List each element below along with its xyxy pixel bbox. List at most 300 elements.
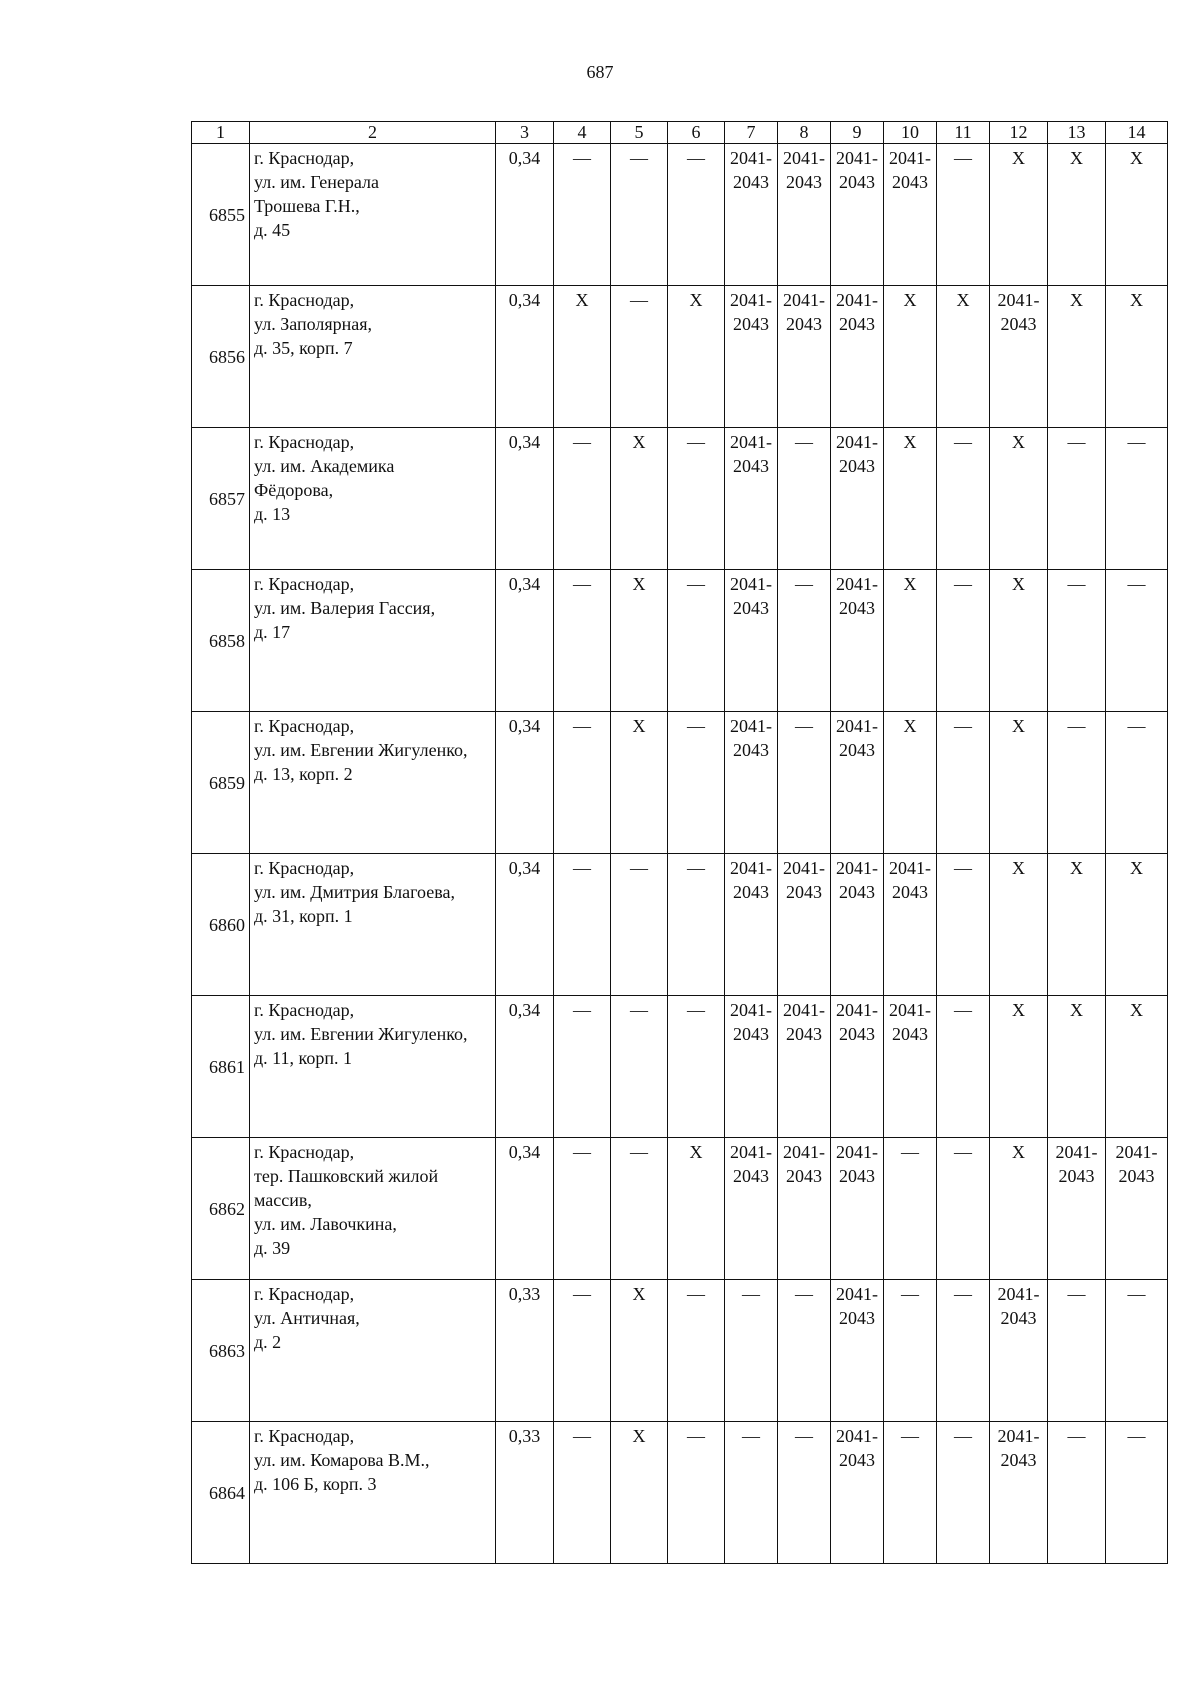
value-cell: [1106, 996, 1168, 1138]
value-cell: [831, 1138, 884, 1280]
value-cell-text: —: [901, 1284, 919, 1304]
value-cell: [990, 1280, 1048, 1422]
value-cell-text: 2041- 2043: [783, 290, 825, 334]
area-cell-text: 0,33: [508, 1284, 541, 1304]
value-cell: [937, 144, 990, 286]
value-cell: [611, 428, 668, 570]
value-cell-text: Х: [689, 290, 703, 310]
row-number: [192, 854, 250, 996]
row-number-text: 6858: [209, 630, 245, 651]
area-cell-text: 0,34: [508, 290, 541, 310]
column-header: 8: [778, 122, 831, 144]
value-cell: [990, 996, 1048, 1138]
value-cell: [725, 854, 778, 996]
value-cell-text: Х: [1012, 716, 1025, 736]
area-cell-text: 0,34: [508, 858, 541, 878]
value-cell-text: 2041- 2043: [836, 290, 878, 334]
value-cell: [1106, 1422, 1168, 1564]
value-cell: [725, 996, 778, 1138]
value-cell: [831, 854, 884, 996]
value-cell-text: —: [687, 1426, 705, 1446]
value-cell: [611, 1138, 668, 1280]
value-cell: [1048, 1422, 1106, 1564]
value-cell: [884, 428, 937, 570]
value-cell-text: 2041- 2043: [730, 290, 772, 334]
value-cell: [611, 996, 668, 1138]
value-cell: [778, 1422, 831, 1564]
value-cell-text: —: [573, 1426, 591, 1446]
area-cell-text: 0,34: [508, 574, 541, 594]
value-cell-text: —: [954, 148, 972, 168]
area-cell-text: 0,34: [508, 1000, 541, 1020]
area-cell: [496, 854, 554, 996]
value-cell: [1048, 570, 1106, 712]
value-cell: [884, 854, 937, 996]
address-cell: [250, 712, 496, 854]
value-cell-text: Х: [632, 1284, 646, 1304]
area-cell-text: 0,34: [508, 716, 541, 736]
value-cell: [554, 144, 611, 286]
value-cell: [668, 854, 725, 996]
value-cell: [778, 286, 831, 428]
value-cell-text: Х: [1130, 148, 1143, 168]
value-cell: [725, 1422, 778, 1564]
value-cell-text: 2041- 2043: [730, 1142, 772, 1186]
value-cell: [668, 428, 725, 570]
value-cell: [725, 570, 778, 712]
column-header: 4: [554, 122, 611, 144]
row-number: [192, 996, 250, 1138]
address-cell: [250, 428, 496, 570]
column-header: 9: [831, 122, 884, 144]
value-cell-text: —: [1067, 432, 1086, 452]
area-cell: [496, 144, 554, 286]
value-cell: [725, 712, 778, 854]
address-cell-text: г. Краснодар, ул. Заполярная, д. 35, корп. 7: [254, 290, 373, 358]
value-cell-text: —: [1127, 1284, 1146, 1304]
value-cell: [778, 712, 831, 854]
table-row: [192, 1280, 1168, 1422]
row-number-text: 6857: [209, 488, 245, 509]
value-cell: [668, 570, 725, 712]
value-cell-text: 2041- 2043: [1055, 1142, 1098, 1186]
value-cell-text: Х: [1070, 858, 1083, 878]
value-cell-text: Х: [1130, 290, 1143, 310]
table-row: [192, 570, 1168, 712]
table-row: [192, 286, 1168, 428]
value-cell: [990, 1138, 1048, 1280]
address-cell: [250, 570, 496, 712]
value-cell: [990, 712, 1048, 854]
value-cell: [778, 428, 831, 570]
address-cell-text: г. Краснодар, ул. им. Генерала Трошева Г.Н., д. 45: [254, 148, 379, 240]
address-cell: [250, 1280, 496, 1422]
value-cell-text: Х: [1012, 574, 1025, 594]
value-cell: [990, 570, 1048, 712]
area-cell: [496, 996, 554, 1138]
value-cell-text: Х: [903, 574, 917, 594]
value-cell: [778, 144, 831, 286]
value-cell: [554, 428, 611, 570]
value-cell: [990, 286, 1048, 428]
value-cell: [937, 1280, 990, 1422]
table-row: [192, 428, 1168, 570]
row-number-text: 6863: [209, 1340, 245, 1361]
value-cell: [611, 1280, 668, 1422]
value-cell-text: Х: [903, 432, 917, 452]
value-cell: [668, 286, 725, 428]
value-cell: [831, 996, 884, 1138]
value-cell-text: —: [573, 1284, 591, 1304]
value-cell: [1106, 1280, 1168, 1422]
value-cell-text: —: [687, 858, 705, 878]
value-cell-text: —: [742, 1426, 760, 1446]
value-cell: [554, 286, 611, 428]
table-row: [192, 1138, 1168, 1280]
value-cell: [1048, 996, 1106, 1138]
value-cell-text: —: [742, 1284, 760, 1304]
value-cell-text: —: [954, 432, 972, 452]
address-cell: [250, 1138, 496, 1280]
table-row: [192, 854, 1168, 996]
row-number-text: 6864: [209, 1482, 245, 1503]
value-cell: [554, 996, 611, 1138]
value-cell: [884, 712, 937, 854]
value-cell: [668, 144, 725, 286]
address-cell: [250, 996, 496, 1138]
value-cell: [1106, 854, 1168, 996]
value-cell-text: 2041- 2043: [997, 1284, 1040, 1328]
value-cell-text: Х: [1012, 432, 1025, 452]
value-cell: [1048, 428, 1106, 570]
value-cell-text: —: [687, 1000, 705, 1020]
column-header: 5: [611, 122, 668, 144]
value-cell-text: 2041- 2043: [730, 574, 772, 618]
value-cell: [1048, 712, 1106, 854]
value-cell: [884, 144, 937, 286]
value-cell: [937, 996, 990, 1138]
value-cell: [725, 144, 778, 286]
value-cell-text: —: [1067, 1426, 1086, 1446]
column-header: 6: [668, 122, 725, 144]
value-cell-text: 2041- 2043: [1115, 1142, 1158, 1186]
value-cell: [884, 570, 937, 712]
value-cell-text: 2041- 2043: [997, 290, 1040, 334]
value-cell-text: —: [630, 858, 648, 878]
value-cell-text: 2041- 2043: [836, 716, 878, 760]
area-cell: [496, 1280, 554, 1422]
value-cell-text: 2041- 2043: [730, 148, 772, 192]
value-cell-text: —: [795, 432, 813, 452]
value-cell-text: —: [1127, 432, 1146, 452]
value-cell-text: Х: [1012, 1142, 1025, 1162]
value-cell: [884, 1280, 937, 1422]
value-cell: [725, 1280, 778, 1422]
value-cell-text: —: [795, 1284, 813, 1304]
row-number-text: 6856: [209, 346, 245, 367]
area-cell-text: 0,33: [508, 1426, 541, 1446]
value-cell: [937, 1138, 990, 1280]
value-cell-text: Х: [1070, 1000, 1083, 1020]
address-cell-text: г. Краснодар, ул. им. Евгении Жигуленко, д. 11, корп. 1: [254, 1000, 468, 1068]
address-cell-text: г. Краснодар, ул. им. Академика Фёдорова, д. 13: [254, 432, 395, 524]
value-cell-text: Х: [1130, 1000, 1143, 1020]
value-cell-text: 2041- 2043: [836, 574, 878, 618]
value-cell-text: Х: [956, 290, 970, 310]
column-header: 1: [192, 122, 250, 144]
value-cell: [611, 144, 668, 286]
address-cell: [250, 286, 496, 428]
value-cell: [884, 1422, 937, 1564]
value-cell-text: —: [901, 1142, 919, 1162]
value-cell: [1048, 286, 1106, 428]
value-cell: [725, 1138, 778, 1280]
value-cell: [937, 286, 990, 428]
value-cell-text: —: [573, 858, 591, 878]
area-cell: [496, 428, 554, 570]
value-cell-text: —: [687, 1284, 705, 1304]
value-cell-text: 2041- 2043: [836, 1000, 878, 1044]
value-cell-text: —: [687, 148, 705, 168]
value-cell-text: Х: [1130, 858, 1143, 878]
value-cell: [1106, 428, 1168, 570]
column-header: 7: [725, 122, 778, 144]
value-cell: [725, 286, 778, 428]
value-cell: [831, 144, 884, 286]
value-cell-text: —: [954, 1284, 972, 1304]
value-cell-text: —: [573, 574, 591, 594]
table-row: [192, 996, 1168, 1138]
value-cell: [1106, 286, 1168, 428]
value-cell-text: —: [630, 1142, 648, 1162]
value-cell: [1048, 1280, 1106, 1422]
value-cell-text: 2041- 2043: [730, 858, 772, 902]
value-cell: [990, 144, 1048, 286]
address-cell: [250, 144, 496, 286]
value-cell: [668, 712, 725, 854]
row-number-text: 6859: [209, 772, 245, 793]
value-cell: [1048, 1138, 1106, 1280]
value-cell: [831, 570, 884, 712]
row-number: [192, 570, 250, 712]
value-cell-text: 2041- 2043: [889, 1000, 931, 1044]
row-number: [192, 1138, 250, 1280]
address-cell-text: г. Краснодар, ул. им. Комарова В.М., д. 106 Б, корп. 3: [254, 1426, 430, 1494]
area-cell: [496, 1138, 554, 1280]
value-cell: [554, 570, 611, 712]
value-cell-text: Х: [575, 290, 589, 310]
address-cell: [250, 1422, 496, 1564]
value-cell-text: —: [687, 716, 705, 736]
row-number-text: 6861: [209, 1056, 245, 1077]
value-cell: [990, 1422, 1048, 1564]
value-cell: [884, 286, 937, 428]
value-cell: [778, 570, 831, 712]
value-cell-text: Х: [903, 290, 917, 310]
value-cell-text: Х: [1012, 148, 1025, 168]
row-number: [192, 428, 250, 570]
address-cell-text: г. Краснодар, тер. Пашковский жилой массив, ул. им. Лавочкина, д. 39: [254, 1142, 439, 1258]
value-cell: [831, 712, 884, 854]
value-cell-text: 2041- 2043: [889, 148, 931, 192]
row-number-text: 6860: [209, 914, 245, 935]
value-cell-text: —: [954, 574, 972, 594]
area-cell-text: 0,34: [508, 1142, 541, 1162]
value-cell: [554, 1280, 611, 1422]
value-cell: [1048, 854, 1106, 996]
value-cell: [668, 996, 725, 1138]
value-cell: [554, 1422, 611, 1564]
value-cell-text: 2041- 2043: [997, 1426, 1040, 1470]
address-cell-text: г. Краснодар, ул. им. Евгении Жигуленко, д. 13, корп. 2: [254, 716, 468, 784]
value-cell: [725, 428, 778, 570]
value-cell: [778, 996, 831, 1138]
column-header: 3: [496, 122, 554, 144]
table-row: [192, 1422, 1168, 1564]
value-cell-text: —: [687, 574, 705, 594]
value-cell-text: —: [1067, 574, 1086, 594]
value-cell-text: 2041- 2043: [836, 1142, 878, 1186]
table-row: [192, 712, 1168, 854]
value-cell: [831, 286, 884, 428]
column-header: 2: [250, 122, 496, 144]
value-cell-text: Х: [1070, 290, 1083, 310]
value-cell: [1106, 570, 1168, 712]
area-cell-text: 0,34: [508, 432, 541, 452]
value-cell-text: —: [954, 1000, 972, 1020]
value-cell-text: —: [573, 148, 591, 168]
value-cell-text: 2041- 2043: [836, 1426, 878, 1470]
row-number: [192, 712, 250, 854]
value-cell: [937, 1422, 990, 1564]
value-cell-text: —: [687, 432, 705, 452]
value-cell-text: —: [954, 858, 972, 878]
value-cell: [884, 996, 937, 1138]
value-cell-text: —: [1067, 1284, 1086, 1304]
value-cell: [831, 1422, 884, 1564]
address-cell-text: г. Краснодар, ул. им. Валерия Гассия, д. 17: [254, 574, 436, 642]
column-header: 10: [884, 122, 937, 144]
page-number: 687: [586, 62, 614, 82]
value-cell: [554, 854, 611, 996]
value-cell-text: —: [901, 1426, 919, 1446]
value-cell-text: —: [1127, 1426, 1146, 1446]
value-cell-text: 2041- 2043: [730, 716, 772, 760]
value-cell-text: 2041- 2043: [889, 858, 931, 902]
column-header: 13: [1048, 122, 1106, 144]
value-cell-text: —: [1067, 716, 1086, 736]
value-cell-text: —: [573, 716, 591, 736]
value-cell-text: 2041- 2043: [836, 432, 878, 476]
value-cell-text: —: [954, 716, 972, 736]
value-cell: [668, 1422, 725, 1564]
area-cell: [496, 712, 554, 854]
column-header: 12: [990, 122, 1048, 144]
value-cell: [778, 1280, 831, 1422]
value-cell-text: —: [795, 716, 813, 736]
value-cell: [611, 1422, 668, 1564]
value-cell: [778, 854, 831, 996]
value-cell-text: —: [573, 1000, 591, 1020]
value-cell-text: —: [573, 432, 591, 452]
value-cell-text: —: [795, 1426, 813, 1446]
value-cell: [937, 712, 990, 854]
value-cell-text: —: [795, 574, 813, 594]
value-cell: [831, 1280, 884, 1422]
value-cell-text: Х: [1012, 858, 1025, 878]
value-cell: [554, 1138, 611, 1280]
value-cell-text: 2041- 2043: [783, 1142, 825, 1186]
value-cell-text: 2041- 2043: [783, 148, 825, 192]
area-cell-text: 0,34: [508, 148, 541, 168]
value-cell-text: Х: [1012, 1000, 1025, 1020]
value-cell: [1106, 1138, 1168, 1280]
row-number: [192, 1280, 250, 1422]
value-cell: [937, 428, 990, 570]
value-cell: [668, 1280, 725, 1422]
data-table: [191, 121, 1168, 1564]
value-cell-text: 2041- 2043: [730, 1000, 772, 1044]
value-cell-text: —: [954, 1142, 972, 1162]
value-cell-text: 2041- 2043: [836, 148, 878, 192]
column-header: 11: [937, 122, 990, 144]
value-cell: [668, 1138, 725, 1280]
value-cell-text: 2041- 2043: [783, 1000, 825, 1044]
value-cell-text: —: [1127, 574, 1146, 594]
value-cell-text: Х: [1070, 148, 1083, 168]
value-cell-text: 2041- 2043: [836, 1284, 878, 1328]
value-cell-text: Х: [632, 716, 646, 736]
column-header: 14: [1106, 122, 1168, 144]
address-cell-text: г. Краснодар, ул. Античная, д. 2: [254, 1284, 360, 1352]
value-cell: [1048, 144, 1106, 286]
value-cell: [937, 570, 990, 712]
address-cell-text: г. Краснодар, ул. им. Дмитрия Благоева, д. 31, корп. 1: [254, 858, 455, 926]
value-cell-text: Х: [632, 574, 646, 594]
row-number-text: 6855: [209, 204, 245, 225]
row-number: [192, 1422, 250, 1564]
value-cell-text: —: [573, 1142, 591, 1162]
value-cell-text: 2041- 2043: [783, 858, 825, 902]
value-cell: [611, 712, 668, 854]
row-number: [192, 144, 250, 286]
address-cell: [250, 854, 496, 996]
value-cell: [1106, 712, 1168, 854]
area-cell: [496, 286, 554, 428]
value-cell: [778, 1138, 831, 1280]
value-cell-text: 2041- 2043: [836, 858, 878, 902]
value-cell-text: Х: [689, 1142, 703, 1162]
value-cell: [611, 854, 668, 996]
value-cell-text: Х: [632, 432, 646, 452]
value-cell-text: —: [630, 148, 648, 168]
area-cell: [496, 570, 554, 712]
value-cell: [937, 854, 990, 996]
value-cell: [990, 428, 1048, 570]
value-cell-text: Х: [903, 716, 917, 736]
table-header-row: [192, 122, 1168, 144]
value-cell-text: —: [1127, 716, 1146, 736]
value-cell: [831, 428, 884, 570]
value-cell-text: —: [954, 1426, 972, 1446]
table-row: [192, 144, 1168, 286]
value-cell-text: Х: [632, 1426, 646, 1446]
value-cell-text: —: [630, 1000, 648, 1020]
value-cell: [884, 1138, 937, 1280]
area-cell: [496, 1422, 554, 1564]
value-cell-text: 2041- 2043: [730, 432, 772, 476]
value-cell-text: —: [630, 290, 648, 310]
